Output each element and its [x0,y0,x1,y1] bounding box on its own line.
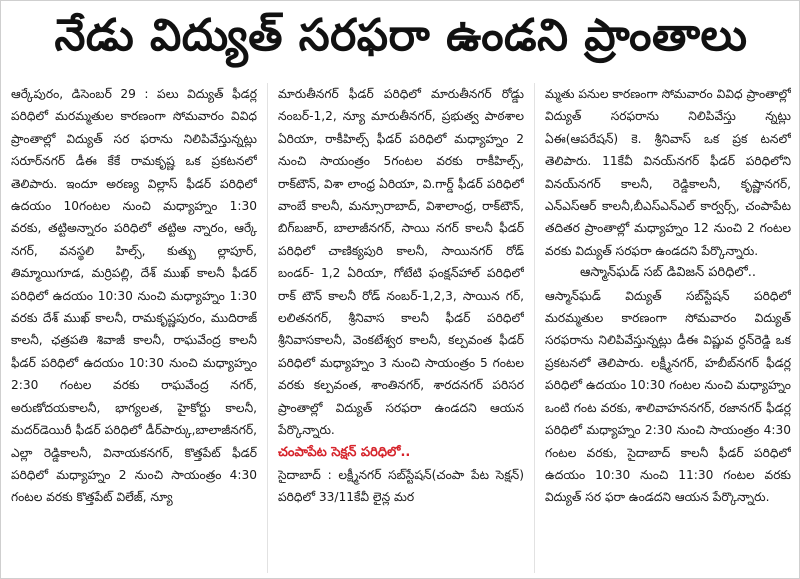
column-2-subheading: చంపాపేట సెక్షన్‌ పరిధిలో.. [278,444,411,460]
column-2 [278,83,524,573]
column-3-paragraph-1: మ్మతు పనుల కారణంగా సోమవారం వివిధ ప్రాంతాల్లో విద్యుత్‌ సరఫరాను నిలిపివేస్తు న్నట్లు ఏఈ(ఆపరేషన్‌) కె. శ్రీనివాస్‌ ఒక ప్రక టనలో తెలిపారు. 11కేవీ వినయ్‌నగర్‌ ఫీడర్‌ పరిధిలోని వినయ్‌నగర్‌ కాలనీ, రెడ్డికాలనీ, కృష్ణానగర్‌, ఎన్‌ఎస్‌ఆర్‌ కాలనీ,బీఎస్‌ఎన్‌ఎల్‌ కార్వర్స్‌, చంపాపేట తదితర ప్రాంతాల్లో మధ్యాహ్నం 12 నుంచి 2 గంటల వరకు విద్యుత్‌ సరఫరా ఉండదని పేర్కొన్నారు. [545,87,791,258]
column-1-paragraph: ఆర్కేపురం, డిసెంబర్‌ 29 : పలు విద్యుత్‌ ఫీడర్ల పరిధిలో మరమ్మతుల కారణంగా సోమవారం వివిధ ప్రాంతాల్లో విద్యుత్‌ సర ఫరాను నిలిపివేస్తున్నట్లు సరూర్‌నగర్‌ డీఈ కేకే రామకృష్ణ ఒక ప్రకటనలో తెలిపారు. ఇందూ అరణ్య విల్లాస్‌ ఫీడర్‌ పరిధిలో ఉదయం 10గంటల నుంచి మధ్యాహ్నం 1:30 వరకు, తట్టిఅన్నారం పరిధిలో తట్టిఅ న్నారం, ఆర్కే నగర్‌, వనస్థలి హిల్స్‌, కుత్బు ల్లాపూర్‌, తిమ్మాయిగూడ, మర్రిపల్లి, దేశ్‌ ముఖ్‌ కాలనీ ఫీడర్‌ పరిధిలో ఉదయం 10:30 నుంచి మధ్యాహ్నం 1:30 వరకు దేశ్‌ ముఖ్‌ కాలనీ, రామకృష్ణపురం, ముదిరాజ్‌ కాలనీ, ఛత్రపతి శివాజీ కాలనీ, రాఘవేంద్ర కాలనీ ఫీడర్‌ పరిధిలో ఉదయం 10:30 నుంచి మధ్యాహ్నం 2:30 గంటల వరకు రాఘవేంద్ర నగర్‌, అరుణోదయకాలనీ, భాగ్యలత, హైకోర్టు కాలనీ, మదర్‌డెయిరీ ఫీడర్‌ పరిధిలో డీర్‌పార్కు,బాలాజీనగర్‌, ఎల్లా రెడ్డికాలనీ, వినాయకనగర్‌, కొత్తపేట్‌ ఫీడర్‌ పరిధిలో మధ్యాహ్నం 2 నుంచి సాయంత్రం 4:30 గంటల వరకు కొత్తపేట్‌ విలేజ్‌, న్యూ [11,87,257,505]
column-3-paragraph-2: ఆస్మాన్‌ఘడ్‌ విద్యుత్‌ సబ్‌స్టేషన్‌ పరిధిలో మరమ్మతుల కారణంగా సోమవారం విద్యుత్‌ సరఫరాను నిలిపివేస్తున్నట్లు డీఈ విష్ణువ ర్ధన్‌రెడ్డి ఒక ప్రకటనలో తెలిపారు. లక్ష్మీనగర్‌, హబీబ్‌నగర్‌ ఫీడర్ల పరిధిలో ఉదయం 10:30 గంటల నుంచి మధ్యాహ్నం ఒంటి గంట వరకు, శాలివాహననగర్‌, రజానగర్‌ ఫీడర్ల పరిధిలో మధ్యాహ్నం 2:30 నుంచి సాయంత్రం 4:30 గంటల వరకు, సైదాబాద్‌ కాలనీ ఫీడర్‌ పరిధిలో ఉదయం 10:30 నుంచి 11:30 గంటల వరకు విద్యుత్‌ సర ఫరా ఉండదని ఆయన పేర్కొన్నారు. [545,288,791,505]
column-3 [545,83,791,573]
column-2-paragraph-1: మారుతీనగర్‌ ఫీడర్‌ పరిధిలో మారుతీనగర్‌ రోడ్డు నంబర్‌-1,2, న్యూ మారుతీనగర్‌, ప్రభుత్వ పాఠశాల ఏరియా, రాకీహిల్స్‌ ఫీడర్‌ పరిధిలో మధ్యాహ్నం 2 నుంచి సాయంత్రం 5గంటల వరకు రాకీహిల్స్‌, రాక్‌టౌన్‌, విశా లాంధ్ర ఏరియా, వి.గార్డ్‌ ఫీడర్‌ పరిధిలో వాంబే కాలనీ, మన్సూరాబాద్‌, విశాలాంధ్ర, రాక్‌టౌన్‌, బిగ్‌బజార్‌, బాలాజీనగర్‌, సాయి నగర్‌ కాలనీ ఫీడర్‌ పరిధిలో చాణిక్యపురి కాలనీ, సాయినగర్‌ రోడ్‌ బండర్‌- 1,2 ఏరియా, గోటేటి ఫంక్షన్‌హాల్‌ పరిధిలో రాక్‌ టౌన్‌ కాలనీ రోడ్‌ నంబర్‌-1,2,3, సాయిన గర్‌, లలితనగర్‌, శ్రీనివాస కాలనీ ఫీడర్‌ పరిధిలో శ్రీనివాసకాలనీ, వెంకటేశ్వర కాలనీ, కల్పవంత ఫీడర్‌ పరిధిలో మధ్యాహ్నం 3 నుంచి సాయంత్రం 5 గంటల వరకు కల్పవంత, శాంతినగర్‌, శారదనగర్‌ పరిసర ప్రాంతాల్లో విద్యుత్‌ సరఫరా ఉండదని ఆయన పేర్కొన్నారు. [278,87,524,438]
column-2-paragraph-2: సైదాబాద్‌ : లక్ష్మీనగర్‌ సబ్‌స్టేషన్‌(చంపా పేట సెక్షన్‌) పరిధిలో 33/11కేవీ లైన్ల మర [278,467,524,505]
column-3-subheading: ఆస్మాన్‌ఘడ్‌ సబ్‌ డివిజన్‌ పరిధిలో.. [579,265,757,281]
column-1 [11,83,257,573]
headline: నేడు విద్యుత్‌ సరఫరా ఉండని ప్రాంతాలు [54,10,748,61]
column-divider [267,83,268,573]
column-divider [534,83,535,573]
article-columns [11,83,791,573]
